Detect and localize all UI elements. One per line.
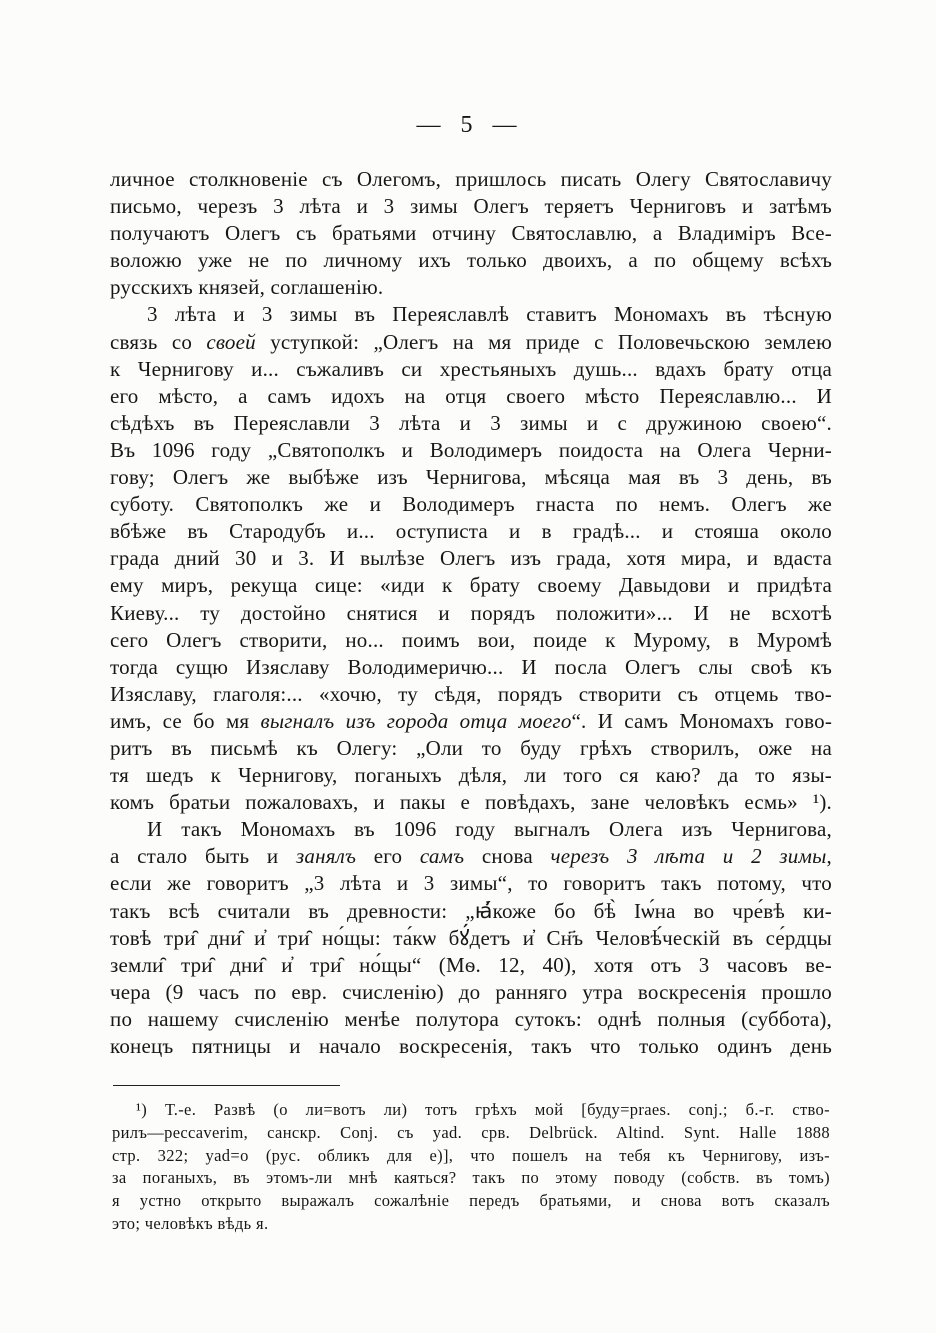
- body-line: личное столкновеніе съ Олегомъ, пришлось писать Олегу Святославичу: [110, 167, 832, 191]
- body-line: ритъ въ письмѣ къ Олегу: „Оли то буду грѣхъ створилъ, оже на: [110, 735, 832, 760]
- body-line: 3 лѣта и 3 зимы въ Переяславлѣ ставитъ Мономахъ въ тѣсную: [147, 302, 832, 327]
- body-line: к Чернигову и... съжаливъ си хрестьяныхъ душь... вдахъ брату отца: [110, 356, 832, 381]
- body-line: письмо, черезъ 3 лѣта и 3 зимы Олегъ теряетъ Черниговъ и затѣмъ: [110, 194, 832, 219]
- footnote-divider: [113, 1085, 340, 1086]
- footnotes: [112, 1099, 830, 1236]
- body-line: получаютъ Олегъ съ братьями отчину Святославлю, а Владиміръ Все-: [110, 221, 832, 246]
- body-line: земли̑ три̑ дни̑ и҆ три̑ но́щы“ (Мѳ. 12, 40), хотя отъ 3 часовъ ве-: [110, 952, 832, 977]
- body-line: такъ всѣ считали въ древности: „ꙗ҆́коже бо бѣ̀ Іѡ́на во чре́вѣ ки-: [110, 898, 832, 923]
- line-text: его: [356, 844, 420, 869]
- body-line: ему миръ, рекуща сице: «иди к брату своему Давыдови и придѣта: [110, 573, 832, 598]
- footnote: [112, 1099, 830, 1236]
- italic-emphasis: своей: [206, 329, 256, 354]
- body-line: его мѣсто, а самъ идохъ на отця своего мѣсто Переяславлю... И: [110, 383, 832, 408]
- body-line: тя шедъ к Чернигову, поганыхъ дѣля, ли того ся каю? да то язы-: [110, 763, 832, 788]
- body-line: Изяславу, глаголя:... «хочю, ту сѣдя, порядъ створити съ отцемь тво-: [110, 681, 832, 706]
- paragraph: [110, 166, 832, 301]
- body-line: конецъ пятницы и начало воскресенія, такъ что только одинъ день: [110, 1034, 832, 1058]
- body-line: сѣдѣхъ въ Переяславли 3 лѣта и 3 зимы и с дружиною своею“.: [110, 410, 832, 435]
- body-line: товѣ три̑ дни̑ и҆ три̑ но́щы: та́кѡ бꙋ́детъ и҆ Сн҃ъ Человѣ́ческій въ се́рдцы: [110, 925, 832, 950]
- footnote-line: стр. 322; yad=o (рус. обликъ для e)], что пошелъ на тебя къ Чернигову, изъ-: [112, 1145, 830, 1165]
- line-text: связь со: [110, 329, 207, 354]
- body-line: [110, 329, 832, 356]
- italic-emphasis: занялъ: [295, 844, 357, 869]
- body-line: чера (9 часъ по евр. счисленію) до ранняго утра воскресенія прошло: [110, 979, 832, 1004]
- body-line: И такъ Мономахъ въ 1096 году выгналъ Олега изъ Чернигова,: [147, 817, 832, 842]
- body-line: Киеву... ту достойно снятися и порядъ положити»... И не всхотѣ: [110, 600, 832, 625]
- body-text: [110, 166, 832, 1060]
- body-line: если же говоритъ „3 лѣта и 3 зимы“, то говоритъ такъ потому, что: [110, 871, 832, 896]
- footnote-line: я устно открыто выражалъ сожалѣніе передъ братьями, и снова вотъ сказалъ: [112, 1191, 830, 1211]
- body-line: вбѣже въ Стародубъ и... оступиста и в градѣ... и стояша около: [110, 519, 832, 544]
- line-text: “. И самъ Мономахъ гово-: [571, 708, 833, 733]
- line-text: снова: [464, 844, 551, 869]
- italic-emphasis: черезъ 3 лѣта и 2 зимы: [550, 844, 827, 869]
- line-text: имъ, се бо мя: [110, 708, 261, 733]
- body-line: по нашему счисленію менѣе полутора сутокъ: однѣ полныя (суббота),: [110, 1006, 832, 1031]
- body-line: града дний 30 и 3. И вылѣзе Олегъ изъ града, хотя мира, и вдаста: [110, 546, 832, 571]
- line-text: а стало быть и: [110, 844, 296, 869]
- line-text: уступкой: „Олегъ на мя приде с Половечьскою землею: [255, 329, 832, 354]
- body-line: Въ 1096 году „Святополкъ и Володимеръ поидоста на Олега Черни-: [110, 437, 832, 462]
- italic-emphasis: самъ: [419, 844, 465, 869]
- paragraph: [110, 301, 832, 816]
- page-number: — 5 —: [416, 112, 520, 138]
- body-line: суботу. Святополкъ же и Володимеръ гнаста по немъ. Олегъ же: [110, 492, 832, 517]
- footnote-line: ¹) Т.-е. Развѣ (о ли=вотъ ли) тотъ грѣхъ мой [буду=praes. conj.; б.-г. ство-: [136, 1100, 830, 1119]
- body-line: [110, 708, 832, 735]
- body-line: тогда сущю Изяславу Володимеричю... И посла Олегъ слы своѣ къ: [110, 654, 832, 679]
- paragraph: [110, 816, 832, 1060]
- italic-emphasis: выгналъ изъ города отца моего: [260, 708, 572, 733]
- body-line: воложю уже не по личному ихъ только двоихъ, а по общему всѣхъ: [110, 248, 832, 273]
- body-line: русскихъ князей, соглашенію.: [110, 275, 384, 300]
- line-text: ,: [826, 844, 832, 869]
- body-line: гову; Олегъ же выбѣже изъ Чернигова, мѣсяца мая въ 3 день, въ: [110, 465, 832, 490]
- body-line: комъ братьи пожаловахъ, и пакы е повѣдахъ, зане человѣкъ есмь» ¹).: [110, 790, 832, 815]
- footnote-line: это; человѣкъ вѣдь я.: [112, 1213, 269, 1233]
- footnote-line: рилъ—peccaverim, санскр. Conj. съ yad. срв. Delbrück. Altind. Synt. Halle 1888: [112, 1122, 830, 1142]
- body-line: [110, 843, 832, 870]
- body-line: сего Олегъ створити, но... поимъ вои, поиде к Мурому, в Муромѣ: [110, 627, 832, 652]
- footnote-line: за поганыхъ, въ этомъ-ли мнѣ каяться? такъ по этому поводу (собств. въ томъ): [112, 1168, 830, 1188]
